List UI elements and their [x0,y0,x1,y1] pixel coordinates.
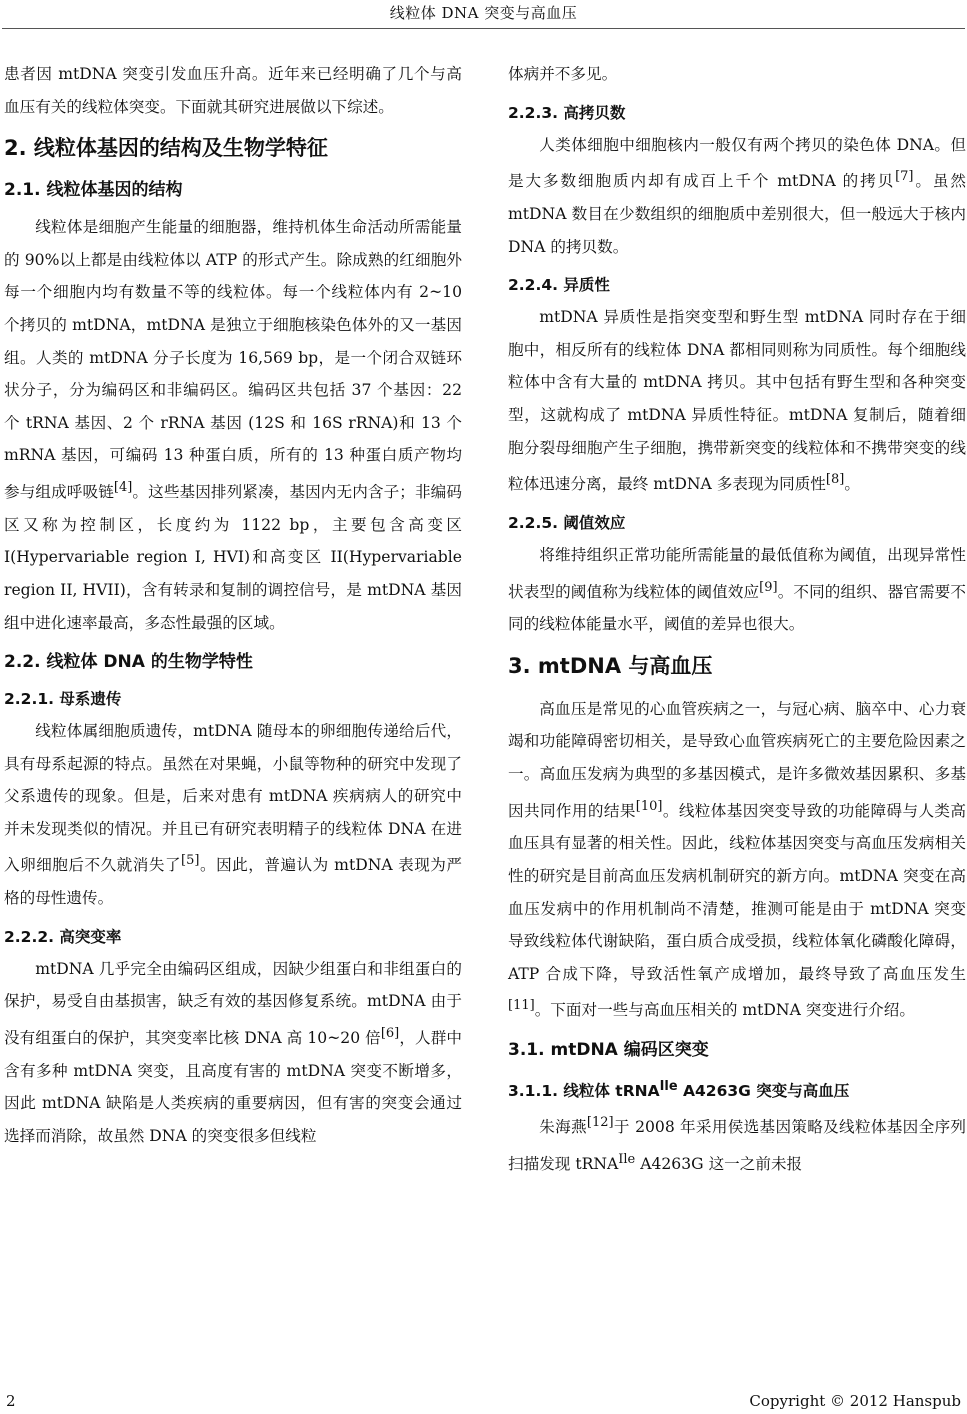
paragraph: 人类体细胞中细胞核内一般仅有两个拷贝的染色体 DNA。但是大多数细胞质内却有成百上千个 mtDNA 的拷贝[7]。虽然 mtDNA 数目在少数组织的细胞质中差别很大，但一般远大于核内 DNA 的拷贝数。 [508,135,966,256]
page-number: 2 [6,1392,16,1410]
citation: [12] [586,1115,614,1131]
subsubsection-heading: 2.2.5. 阈值效应 [508,513,626,532]
subsubsection-heading: 2.2.2. 高突变率 [4,927,122,946]
section-heading: 2. 线粒体基因的结构及生物学特征 [4,136,328,161]
right-column [508,58,966,1181]
citation: [9] [759,579,778,595]
paragraph: 线粒体属细胞质遗传，mtDNA 随母本的卵细胞传递给后代，具有母系起源的特点。虽然在对果蝇，小鼠等物种的研究中发现了父系遗传的现象。但是，后来对患有 mtDNA 疾病病人的研究中并未发现类似的情况。并且已有研究表明精子的线粒体 DNA 在进入卵细胞后不久就消失了[5]。因此，普遍认为 mtDNA 表现为严格的母性遗传。 [4,722,462,908]
subsubsection-heading: 2.2.1. 母系遗传 [4,690,122,709]
paragraph: 线粒体是细胞产生能量的细胞器，维持机体生命活动所需能量的 90%以上都是由线粒体以 ATP 的形式产生。除成熟的红细胞外每一个细胞内均有数量不等的线粒体。每一个线粒体内有 2~10 个拷贝的 mtDNA，mtDNA 是独立于细胞核染色体外的又一基因组。人类的 mtDNA 分子长度为 16,569 bp，是一个闭合双链环状分子，分为编码区和非编码区。编码区共包括 37 个基因：22 个 tRNA 基因、2 个 rRNA 基因 (12S 和 16S rRNA)和 13 个 mRNA 基因，可编码 13 种蛋白质，所有的 13 种蛋白质产物均参与组成呼吸链[4]。这些基因排列紧凑，基因内无内含子；非编码区又称为控制区，长度约为 1122 bp，主要包含高变区 I(Hypervariable region I, HVI)和高变区 II(Hypervariable region II, HVII)，含有转录和复制的调控信号，是 mtDNA 基因组中进化速率最高，多态性最强的区域。 [4,218,462,632]
paragraph: 将维持组织正常功能所需能量的最低值称为阈值，出现异常性状表型的阈值称为线粒体的阈值效应[9]。不同的组织、器官需要不同的线粒体能量水平，阈值的差异也很大。 [508,545,966,634]
citation: [5] [181,853,200,869]
subsubsection-heading: 2.2.4. 异质性 [508,276,610,295]
citation: [8] [825,472,845,488]
citation: [4] [113,479,133,495]
citation: [11] [508,998,535,1014]
section-heading: 3. mtDNA 与高血压 [508,653,713,678]
paragraph: mtDNA 异质性是指突变型和野生型 mtDNA 同时存在于细胞中，相反所有的线粒体 DNA 都相同则称为同质性。每个细胞线粒体中含有大量的 mtDNA 拷贝。其中包括有野生型和各种突变型，这就构成了 mtDNA 异质性特征。mtDNA 复制后，随着细胞分裂母细胞产生子细胞，携带新突变的线粒体和不携带突变的线粒体迅速分离，最终 mtDNA 多表现为同质性[8]。 [508,308,966,494]
subsection-heading: 3.1. mtDNA 编码区突变 [508,1040,709,1061]
subsubsection-heading: 2.2.3. 高拷贝数 [508,103,626,122]
paragraph: 患者因 mtDNA 突变引发血压升高。近年来已经明确了几个与高血压有关的线粒体突变。下面就其研究进展做以下综述。 [4,65,462,116]
subsubsection-heading: 3.1.1. 线粒体 tRNA$^{Ile}$ A4263G 突变与高血压 [508,1079,850,1101]
subsection-heading: 2.2. 线粒体 DNA 的生物学特性 [4,652,253,673]
copyright: Copyright © 2012 Hanspub [749,1392,961,1410]
paragraph: 朱海燕[12]于 2008 年采用侯选基因策略及线粒体基因全序列扫描发现 tRNA$^{Ile}$ A4263G 这一之前未报 [508,1115,966,1174]
citation: [7] [895,169,914,185]
paragraph: 高血压是常见的心血管疾病之一，与冠心病、脑卒中、心力衰竭和功能障碍密切相关，是导致心血管疾病死亡的主要危险因素之一。高血压发病为典型的多基因模式，是许多微效基因累积、多基因共同作用的结果[10]。线粒体基因突变导致的功能障碍与人类高血压具有显著的相关性。因此，线粒体基因突变与高血压发病相关性的研究是目前高血压发病机制研究的新方向。mtDNA 突变在高血压发病中的作用机制尚不清楚，推测可能是由于 mtDNA 突变导致线粒体代谢缺陷，蛋白质合成受损，线粒体氧化磷酸化障碍，ATP 合成下降，导致活性氧产成增加，最终导致了高血压发生[11]。下面对一些与高血压相关的 mtDNA 突变进行介绍。 [508,699,966,1020]
paragraph: 体病并不多见。 [508,65,618,83]
subsection-heading: 2.1. 线粒体基因的结构 [4,180,183,201]
paragraph: mtDNA 几乎完全由编码区组成，因缺少组蛋白和非组蛋白的保护，易受自由基损害，缺乏有效的基因修复系统。mtDNA 由于没有组蛋白的保护，其突变率比核 DNA 高 10~20 倍[6]，人群中含有多种 mtDNA 突变，且高度有害的 mtDNA 突变不断增多，因此 mtDNA 缺陷是人类疾病的重要病因，但有害的突变会通过选择而消除，故虽然 DNA 的突变很多但线粒 [4,959,462,1145]
header-rule [2,28,965,29]
citation: [10] [635,798,663,814]
left-column [4,58,462,1153]
running-header: 线粒体 DNA 突变与高血压 [389,4,578,22]
citation: [6] [380,1026,400,1042]
